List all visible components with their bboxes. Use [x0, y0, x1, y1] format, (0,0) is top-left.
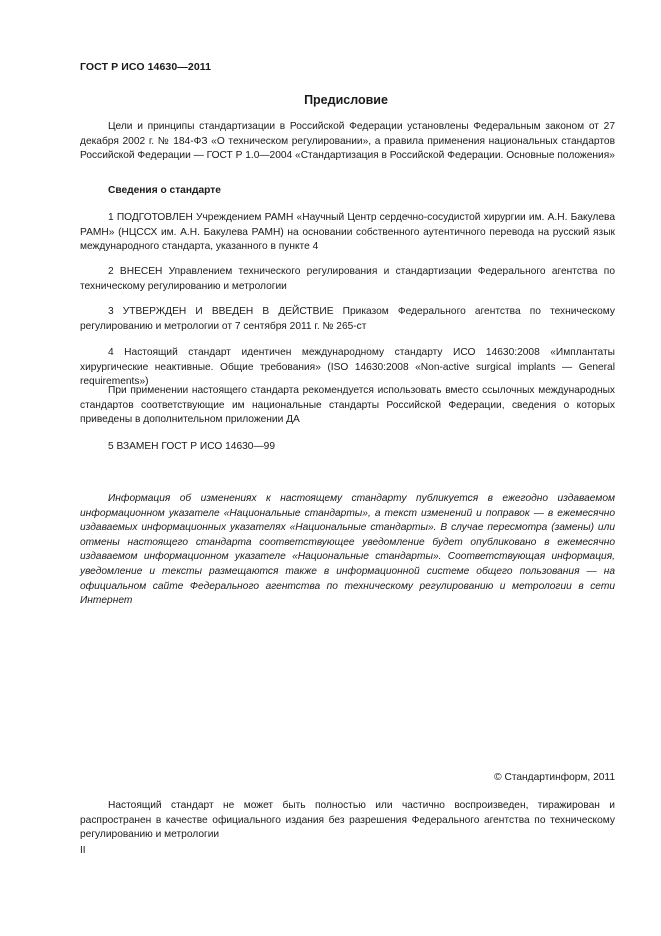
item-approved: 3 УТВЕРЖДЕН И ВВЕДЕН В ДЕЙСТВИЕ Приказом Федерального агентства по техническому регулированию и метрологии от 7 сентября 2011 г. № 265-ст [80, 306, 615, 332]
page-number: II [80, 845, 86, 856]
item-prepared: 1 ПОДГОТОВЛЕН Учреждением РАМН «Научный Центр сердечно-сосудистой хирургии им. А.Н. Бакулева РАМН» (НЦССХ им. А.Н. Бакулева РАМН) на основании собственного аутентичного перевода на русский язык международного стандарта, указанного в пункте 4 [80, 212, 615, 253]
item-replaces: 5 ВЗАМЕН ГОСТ Р ИСО 14630—99 [108, 441, 275, 452]
intro-paragraph: Цели и принципы стандартизации в Российской Федерации установлены Федеральным законом от 27 декабря 2002 г. № 184-ФЗ «О техническом регулировании», а правила применения национальных стандартов Российской Федерации — ГОСТ Р 1.0—2004 «Стандартизация в Российской Федерации. Основные положения» [80, 121, 615, 162]
document-code: ГОСТ Р ИСО 14630—2011 [80, 61, 212, 73]
copyright: © Стандартинформ, 2011 [494, 772, 615, 783]
item-identical: 4 Настоящий стандарт идентичен международному стандарту ИСО 14630:2008 «Имплантаты хирургические неактивные. Общие требования» (ISO 14630:2008 «Non-active surgical implants — General requirements») [80, 347, 615, 388]
item-references-note: При применении настоящего стандарта рекомендуется использовать вместо ссылочных международных стандартов соответствующие им национальные стандарты Российской Федерации, сведения о которых приведены в дополнительном приложении ДА [80, 385, 615, 426]
footer-notice: Настоящий стандарт не может быть полностью или частично воспроизведен, тиражирован и распространен в качестве официального издания без разрешения Федерального агентства по техническому регулированию и метрологии [80, 800, 615, 841]
changes-notice: Информация об изменениях к настоящему стандарту публикуется в ежегодно издаваемом информационном указателе «Национальные стандарты», а текст изменений и поправок — в ежемесячно издаваемых информационных указателях «Национальные стандарты». В случае пересмотра (замены) или отмены настоящего стандарта соответствующее уведомление будет опубликовано в ежемесячно издаваемом информационном указателе «Национальные стандарты». Соответствующая информация, уведомление и тексты размещаются также в информационной системе общего пользования — на официальном сайте Федерального агентства по техническому регулированию и метрологии в сети Интернет [80, 493, 615, 607]
page-title: Предисловие [304, 93, 388, 107]
item-introduced: 2 ВНЕСЕН Управлением технического регулирования и стандартизации Федерального агентства по техническому регулированию и метрологии [80, 266, 615, 292]
info-heading: Сведения о стандарте [108, 185, 221, 196]
